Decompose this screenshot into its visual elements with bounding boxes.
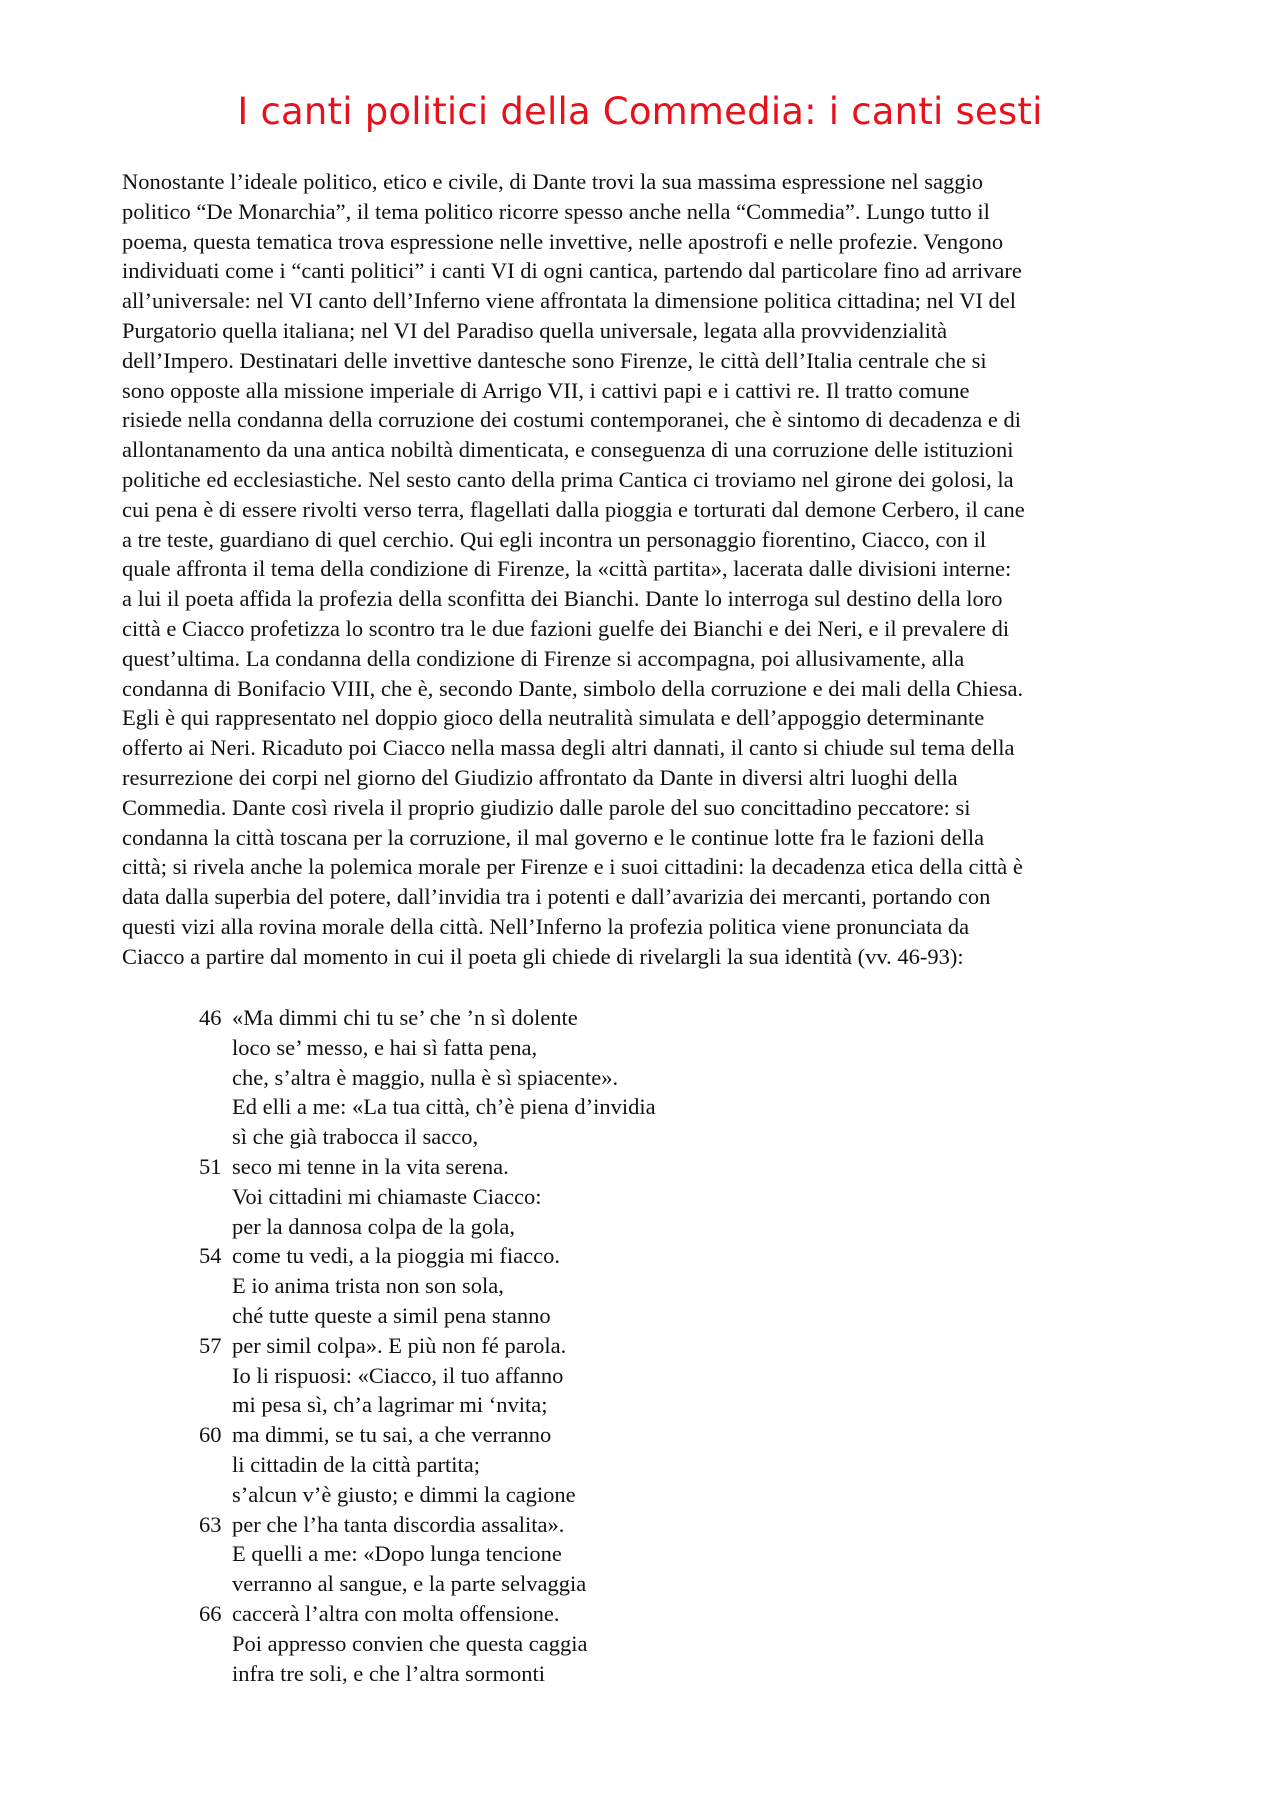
verse-number: 54 xyxy=(199,1243,222,1269)
verse-text: seco mi tenne in la vita serena. xyxy=(232,1153,509,1179)
verse-text: mi pesa sì, ch’a lagrimar mi ‘nvita; xyxy=(232,1392,548,1418)
verse-line xyxy=(199,1063,899,1093)
verse-text: sì che già trabocca il sacco, xyxy=(232,1124,479,1150)
verse-number xyxy=(199,1122,232,1152)
verse-number xyxy=(199,1063,232,1093)
verse-line xyxy=(199,1003,899,1033)
paragraph-line: quest’ultima. La condanna della condizione di Firenze si accompagna, poi allusivamente, alla xyxy=(122,645,965,671)
verse-text: E quelli a me: «Dopo lunga tencione xyxy=(232,1541,562,1567)
body-paragraph xyxy=(122,167,1164,972)
paragraph-line: risiede nella condanna della corruzione dei costumi contemporanei, che è sintomo di decadenza e di xyxy=(122,407,1022,433)
verse-number xyxy=(199,1480,232,1510)
verse-line xyxy=(199,1510,899,1540)
verse-number: 66 xyxy=(199,1600,222,1626)
verse-line xyxy=(199,1212,899,1242)
verse-number: 57 xyxy=(199,1332,222,1358)
verse-number xyxy=(199,1301,232,1331)
verse-text: per che l’ha tanta discordia assalita». xyxy=(232,1511,565,1537)
verse-text: per simil colpa». E più non fé parola. xyxy=(232,1332,567,1358)
verse-line xyxy=(199,1599,899,1629)
paragraph-line: offerto ai Neri. Ricaduto poi Ciacco nella massa degli altri dannati, il canto si chiude sul tema della xyxy=(122,735,1015,761)
paragraph-line: allontanamento da una antica nobiltà dimenticata, e conseguenza di una corruzione delle istituzioni xyxy=(122,437,1014,463)
paragraph-line: città; si rivela anche la polemica morale per Firenze e i suoi cittadini: la decadenza etica della città è xyxy=(122,854,1023,880)
paragraph-line: politico “De Monarchia”, il tema politico ricorre spesso anche nella “Commedia”. Lungo tutto il xyxy=(122,198,990,224)
paragraph-line: sono opposte alla missione imperiale di Arrigo VII, i cattivi papi e i cattivi re. Il tratto comune xyxy=(122,377,970,403)
verse-line xyxy=(199,1301,899,1331)
paragraph-line: a tre teste, guardiano di quel cerchio. Qui egli incontra un personaggio fiorentino, Ciacco, con il xyxy=(122,526,987,552)
verse-line xyxy=(199,1271,899,1301)
paragraph-line: Commedia. Dante così rivela il proprio giudizio dalle parole del suo concittadino peccatore: si xyxy=(122,794,971,820)
verse-line xyxy=(199,1420,899,1450)
verse-line xyxy=(199,1361,899,1391)
paragraph-line: Ciacco a partire dal momento in cui il poeta gli chiede di rivelargli la sua identità (vv. 46-93): xyxy=(122,943,964,969)
verse-text: Poi appresso convien che questa caggia xyxy=(232,1630,588,1656)
verse-text: li cittadin de la città partita; xyxy=(232,1451,481,1477)
paragraph-line: all’universale: nel VI canto dell’Inferno viene affrontata la dimensione politica cittadina; nel VI del xyxy=(122,288,1017,314)
verse-number xyxy=(199,1629,232,1659)
verse-number xyxy=(199,1450,232,1480)
verse-number xyxy=(199,1271,232,1301)
verse-line xyxy=(199,1122,899,1152)
paragraph-line: a lui il poeta affida la profezia della sconfitta dei Bianchi. Dante lo interroga sul destino della loro xyxy=(122,586,1003,612)
paragraph-line: Egli è qui rappresentato nel doppio gioco della neutralità simulata e dell’appoggio determinante xyxy=(122,705,985,731)
paragraph-line: Nonostante l’ideale politico, etico e civile, di Dante trovi la sua massima espressione nel saggio xyxy=(122,169,984,194)
verse-number: 46 xyxy=(199,1005,222,1030)
verse-number xyxy=(199,1033,232,1063)
verse-text: Io li rispuosi: «Ciacco, il tuo affanno xyxy=(232,1362,564,1388)
verse-text: Voi cittadini mi chiamaste Ciacco: xyxy=(232,1183,542,1209)
paragraph-line: dell’Impero. Destinatari delle invettive dantesche sono Firenze, le città dell’Italia centrale che si xyxy=(122,347,987,373)
verse-text: verranno al sangue, e la parte selvaggia xyxy=(232,1571,587,1597)
verse-number xyxy=(199,1539,232,1569)
verse-line xyxy=(199,1033,899,1063)
verse-line xyxy=(199,1659,899,1689)
paragraph-line: questi vizi alla rovina morale della città. Nell’Inferno la profezia politica viene pronunciata da xyxy=(122,913,970,939)
verse-number xyxy=(199,1092,232,1122)
paragraph-line: cui pena è di essere rivolti verso terra, flagellati dalla pioggia e torturati dal demone Cerbero, il cane xyxy=(122,496,1025,522)
verse-excerpt xyxy=(199,1003,899,1688)
page-title: I canti politici della Commedia: i canti sesti xyxy=(237,90,1043,133)
verse-number: 60 xyxy=(199,1422,222,1448)
verse-text: come tu vedi, a la pioggia mi fiacco. xyxy=(232,1243,561,1269)
verse-line xyxy=(199,1480,899,1510)
paragraph-line: data dalla superbia del potere, dall’invidia tra i potenti e dall’avarizia dei mercanti, portando con xyxy=(122,884,991,910)
paragraph-line: quale affronta il tema della condizione di Firenze, la «città partita», lacerata dalle divisioni interne: xyxy=(122,556,1012,582)
verse-line xyxy=(199,1331,899,1361)
verse-number xyxy=(199,1182,232,1212)
verse-line xyxy=(199,1241,899,1271)
paragraph-line: condanna la città toscana per la corruzione, il mal governo e le continue lotte fra le fazioni della xyxy=(122,824,985,850)
paragraph-line: città e Ciacco profetizza lo scontro tra le due fazioni guelfe dei Bianchi e dei Neri, e il prevalere di xyxy=(122,615,1010,641)
verse-line xyxy=(199,1182,899,1212)
paragraph-line: resurrezione dei corpi nel giorno del Giudizio affrontato da Dante in diversi altri luoghi della xyxy=(122,764,958,790)
paragraph-line: politiche ed ecclesiastiche. Nel sesto canto della prima Cantica ci troviamo nel girone dei golosi, la xyxy=(122,466,1014,492)
verse-text: ché tutte queste a simil pena stanno xyxy=(232,1302,551,1328)
verse-number xyxy=(199,1212,232,1242)
verse-number xyxy=(199,1659,232,1689)
verse-text: loco se’ messo, e hai sì fatta pena, xyxy=(232,1034,538,1060)
verse-number xyxy=(199,1390,232,1420)
verse-line xyxy=(199,1092,899,1122)
paragraph-line: condanna di Bonifacio VIII, che è, secondo Dante, simbolo della corruzione e dei mali della Chiesa. xyxy=(122,675,1024,701)
verse-text: caccerà l’altra con molta offensione. xyxy=(232,1600,560,1626)
verse-text: infra tre soli, e che l’altra sormonti xyxy=(232,1660,546,1686)
verse-line xyxy=(199,1539,899,1569)
paragraph-line: individuati come i “canti politici” i canti VI di ogni cantica, partendo dal particolare fino ad arrivare xyxy=(122,258,1022,284)
verse-number xyxy=(199,1569,232,1599)
verse-text: Ed elli a me: «La tua città, ch’è piena d’invidia xyxy=(232,1094,656,1120)
verse-number xyxy=(199,1361,232,1391)
verse-line xyxy=(199,1629,899,1659)
verse-line xyxy=(199,1450,899,1480)
verse-number: 51 xyxy=(199,1153,222,1179)
verse-line xyxy=(199,1152,899,1182)
verse-line xyxy=(199,1569,899,1599)
paragraph-line: poema, questa tematica trova espressione nelle invettive, nelle apostrofi e nelle profezie. Vengono xyxy=(122,228,1004,254)
paragraph-line: Purgatorio quella italiana; nel VI del Paradiso quella universale, legata alla provvidenzialità xyxy=(122,317,948,343)
verse-text: che, s’altra è maggio, nulla è sì spiacente». xyxy=(232,1064,619,1090)
verse-text: per la dannosa colpa de la gola, xyxy=(232,1213,516,1239)
verse-text: «Ma dimmi chi tu se’ che ’n sì dolente xyxy=(232,1005,578,1030)
verse-text: E io anima trista non son sola, xyxy=(232,1273,504,1299)
verse-number: 63 xyxy=(199,1511,222,1537)
verse-text: ma dimmi, se tu sai, a che verranno xyxy=(232,1422,552,1448)
verse-line xyxy=(199,1390,899,1420)
verse-text: s’alcun v’è giusto; e dimmi la cagione xyxy=(232,1481,576,1507)
